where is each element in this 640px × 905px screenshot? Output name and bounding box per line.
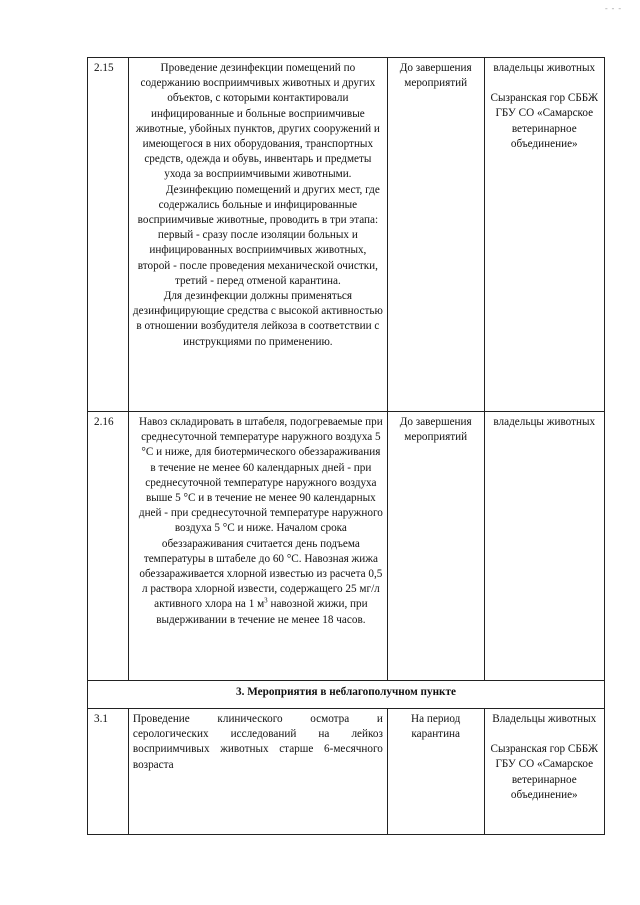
row-term: До завершения мероприятий (387, 412, 484, 681)
superscript: 3 (264, 596, 268, 605)
responsible-party: Сызранская гор СББЖ ГБУ СО «Самарское ветеринарное объединение» (490, 743, 598, 801)
row-responsible (484, 709, 604, 835)
section-row (88, 681, 605, 709)
row-term: На период карантина (387, 709, 484, 835)
measures-table (87, 57, 605, 835)
table-row (88, 709, 605, 835)
row-description: Проведение клинического осмотра и серологических исследований на лейкоз восприимчивых животных старше 6-месячного возраста (128, 709, 387, 835)
row-number: 2.16 (88, 412, 129, 681)
description-paragraph: Для дезинфекции должны применяться дезинфицирующие средства с высокой активностью в отношении возбудителя лейкоза в соответствии с инструкциями по применению. (132, 290, 383, 348)
responsible-party: владельцы животных (493, 62, 596, 74)
row-responsible (484, 412, 604, 681)
responsible-party: Владельцы животных (492, 713, 597, 725)
section-title: 3. Мероприятия в неблагополучном пункте (88, 681, 605, 709)
description-paragraph: Проведение дезинфекции помещений по содержанию восприимчивых животных и других объектов, с которыми контактировали инфицированные и больные восприимчивые животные, убойных пунктов, других сооружений и имеющегося в них оборудования, транспортных средств, одежда и обувь, инвентарь и предметы ухода за восприимчивыми животными. (135, 62, 380, 181)
table-row (88, 412, 605, 681)
row-description (128, 58, 387, 412)
responsible-party: владельцы животных (493, 416, 596, 428)
description-paragraph: Дезинфекцию помещений и других мест, где содержались больные и инфицированные восприимчивые животные, проводить в три этапа: первый - сразу после изоляции больных и инфицированных восприимчивых животных, второй - после проведения механической очистки, третий - перед отменой карантина. (137, 183, 380, 287)
corner-mark: - - - (605, 4, 622, 13)
responsible-party: Сызранская гор СББЖ ГБУ СО «Самарское ветеринарное объединение» (490, 92, 598, 150)
row-number: 2.15 (88, 58, 129, 412)
row-description (128, 412, 387, 681)
row-number: 3.1 (88, 709, 129, 835)
description-text: Навоз складировать в штабеля, подогреваемые при среднесуточной температуре наружного воздуха 5 °С и ниже, для биотермического обеззараживания в течение не менее 60 календарных дней - при среднесуточной температуре наружного воздуха выше 5 °С и в течение не менее 90 календарных дней - при среднесуточной температуре наружного воздуха 5 °С и ниже. Началом срока обеззараживания считается день подъема температуры в штабеле до 60 °С. Навозная жижа обеззараживается хлорной известью из расчета 0,5 л раствора хлорной извести, содержащего 25 мг/л активного хлора на 1 м (138, 416, 383, 611)
row-responsible (484, 58, 604, 412)
row-term: До завершения мероприятий (387, 58, 484, 412)
description-text: навозной жижи, при выдерживании в течение не менее 18 часов. (156, 598, 368, 626)
table-row (88, 58, 605, 412)
